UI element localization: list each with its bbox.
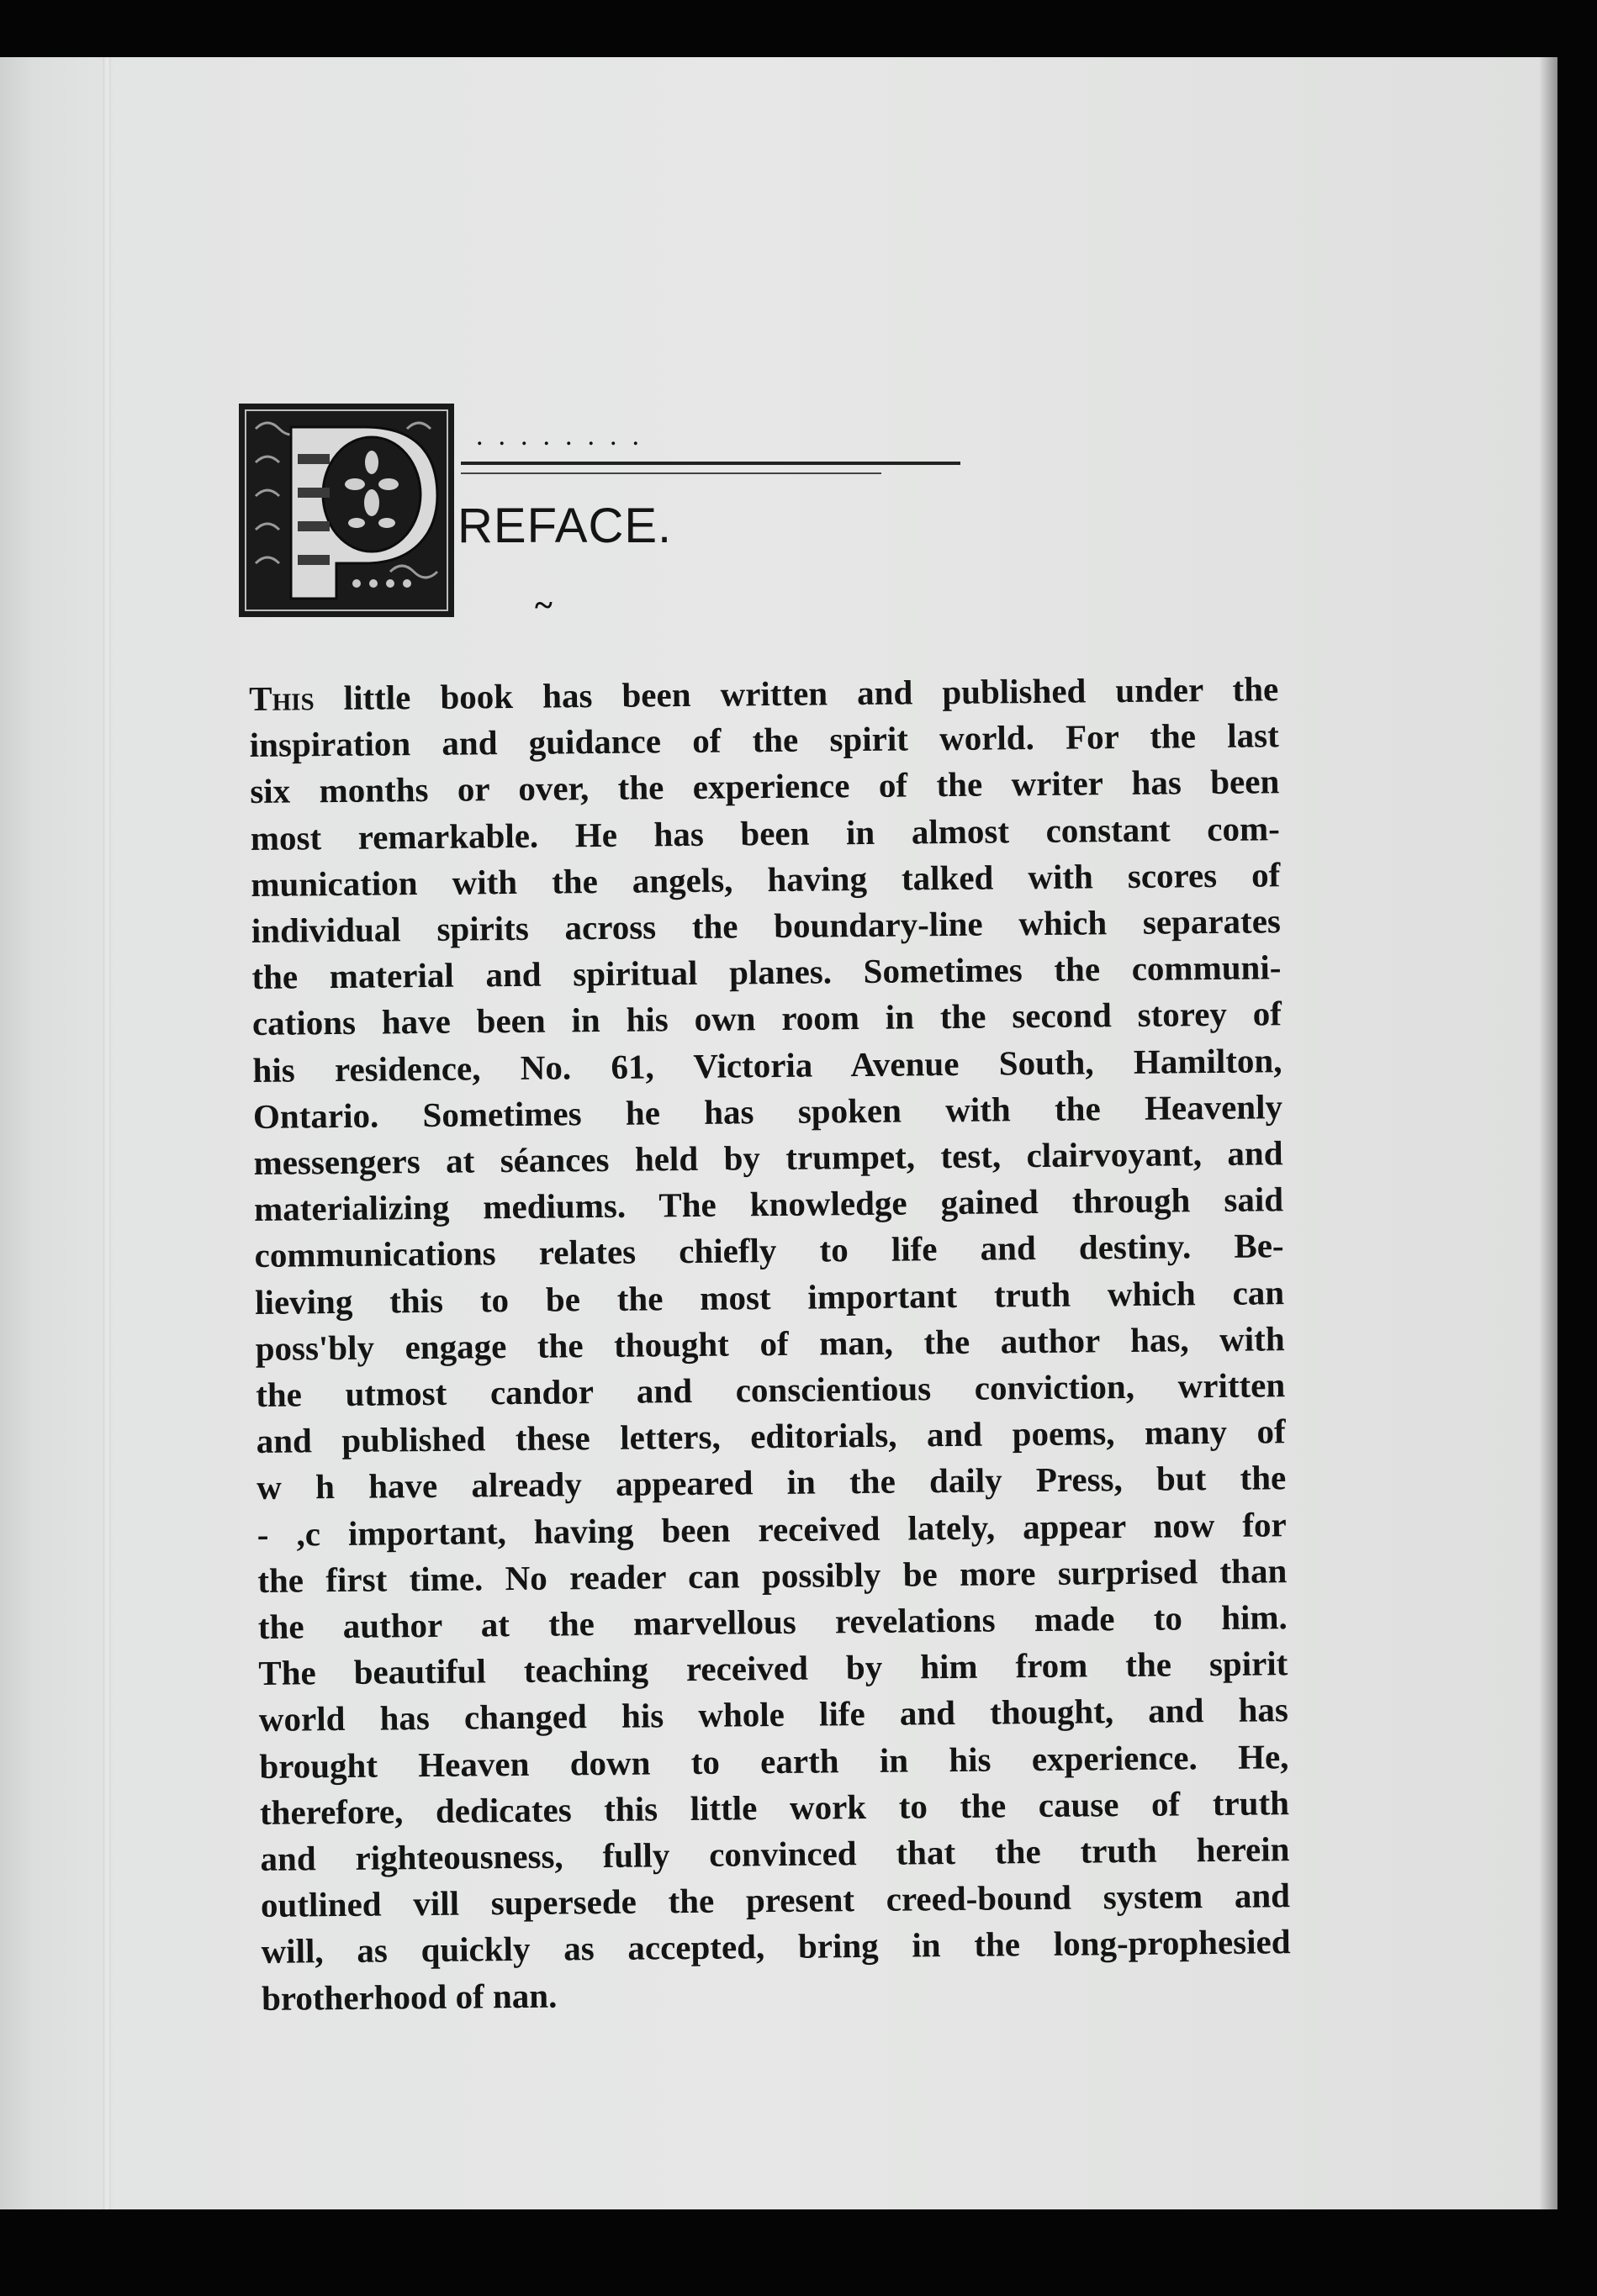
text-line: poss'bly engage the thought of man, the author has, with: [255, 1319, 1285, 1368]
text-line: the first time. No reader can possibly be more surprised than: [257, 1551, 1288, 1600]
text-line: therefore, dedicates this little work to the cause of truth: [259, 1783, 1290, 1832]
text-line: The beautiful teaching received by him from the spirit: [258, 1644, 1288, 1693]
ornamental-initial-graphic: [239, 404, 454, 617]
text-line: brotherhood of nan.: [261, 1976, 558, 2018]
text-line: will, as quickly as accepted, bring in the long-prophesied: [261, 1922, 1291, 1971]
text-line: and published these letters, editorials, and poems, many of: [256, 1412, 1286, 1461]
first-word: This: [249, 678, 344, 718]
page-edge-shadow: [1539, 57, 1557, 2209]
text-line: - ,c important, having been received lately, appear now for: [256, 1504, 1287, 1554]
text-line: materializing mediums. The knowledge gained through said: [253, 1180, 1284, 1229]
heading-rule-thin: [461, 472, 881, 474]
heading-dot-leader: ........: [476, 420, 654, 451]
text-line: w h have already appeared in the daily Press, but the: [256, 1458, 1287, 1507]
ornamental-swash: ~: [535, 586, 553, 624]
text-line: six months or over, the experience of the writer has been: [250, 762, 1280, 811]
text-line: munication with the angels, having talked with scores of: [251, 855, 1281, 904]
text-line: brought Heaven down to earth in his experience. He,: [259, 1736, 1289, 1786]
page-fold: [103, 57, 111, 2209]
page-title: REFACE.: [457, 499, 673, 553]
text-line: lieving this to be the most important truth which can: [254, 1272, 1285, 1322]
text-line: This little book has been written and published under the: [249, 669, 1279, 718]
text-line: Ontario. Sometimes he has spoken with the Heavenly: [252, 1087, 1283, 1136]
ornamental-initial: [239, 404, 454, 617]
text-line: the material and spiritual planes. Sometimes the communi-: [251, 947, 1282, 997]
text-line: world has changed his whole life and thought, and has: [258, 1690, 1289, 1739]
book-page: [0, 57, 1557, 2209]
text-line: inspiration and guidance of the spirit world. For the last: [249, 715, 1279, 765]
text-line: communications relates chiefly to life and destiny. Be-: [254, 1226, 1284, 1275]
text-line: cations have been in his own room in the second storey of: [251, 994, 1282, 1043]
text-line: his residence, No. 61, Victoria Avenue South, Hamilton,: [252, 1040, 1282, 1090]
text-line: and righteousness, fully convinced that the truth herein: [260, 1829, 1290, 1879]
heading-rule: [461, 462, 960, 465]
text-line: the utmost candor and conscientious conviction, written: [255, 1365, 1286, 1415]
text-line: outlined vill supersede the present creed-bound system and: [260, 1876, 1291, 1925]
text-line: messengers at séances held by trumpet, test, clairvoyant, and: [253, 1133, 1283, 1183]
preface-body: [249, 666, 1291, 2022]
text-line: individual spirits across the boundary-line which separates: [251, 901, 1282, 951]
text-line: the author at the marvellous revelations made to him.: [257, 1597, 1288, 1647]
text-line: most remarkable. He has been in almost constant com-: [250, 808, 1281, 858]
